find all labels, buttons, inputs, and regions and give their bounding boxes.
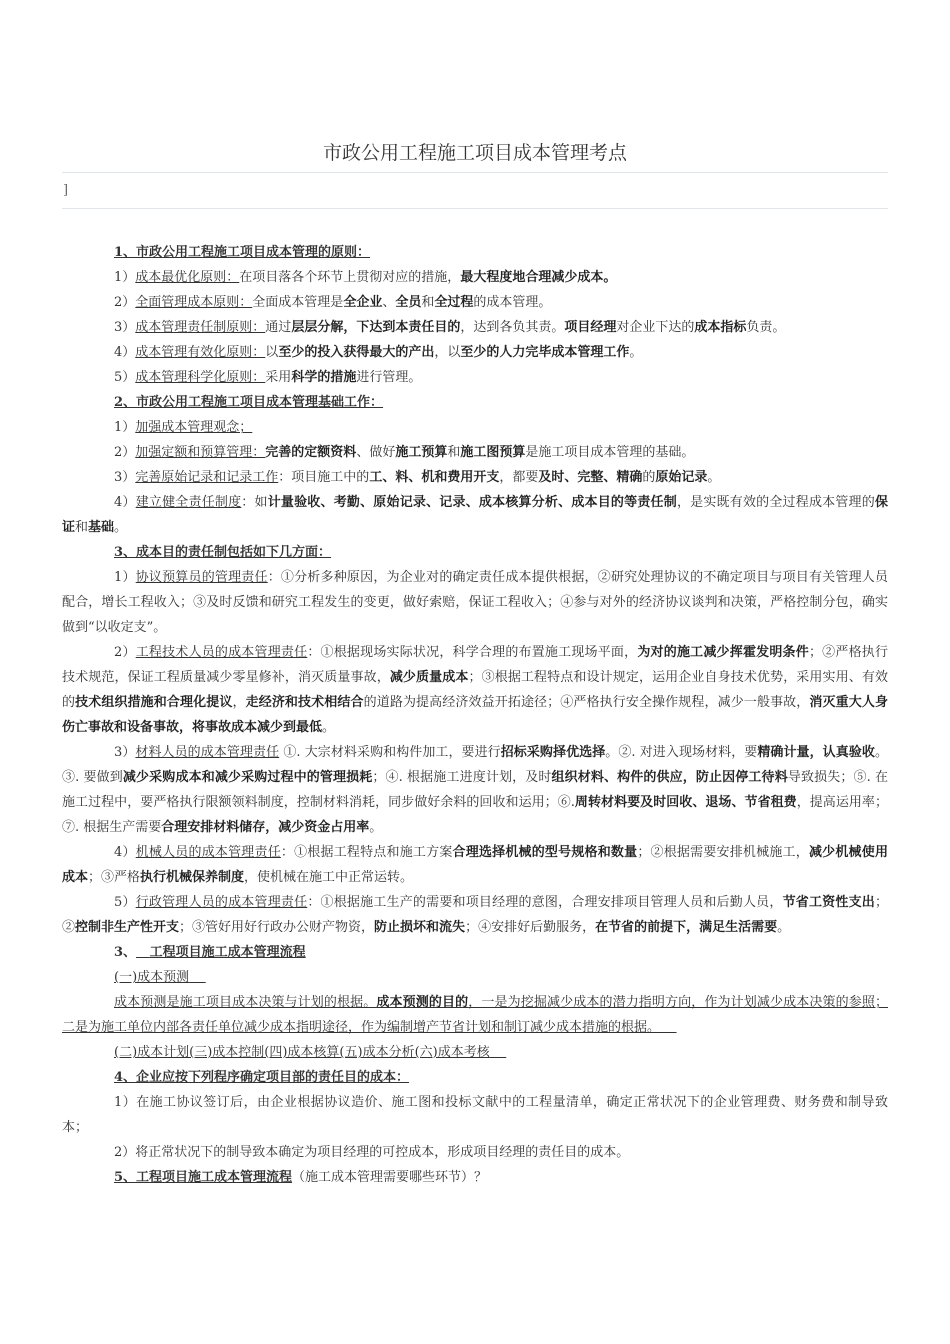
page-title: 市政公用工程施工项目成本管理考点 (322, 142, 627, 164)
section-heading-target-cost: 4、企业应按下列程序确定项目部的责任目的成本： (114, 1070, 410, 1085)
basic-work-item-3: 3）完善原始记录和记录工作：项目施工中的工、料、机和费用开支，都要及时、完整、精确的原始记录。 (114, 470, 721, 485)
process-sub-forecast: (一)成本预测 (114, 970, 190, 985)
section-heading-flow: 5、工程项目施工成本管理流程（施工成本管理需要哪些环节）？ (114, 1170, 488, 1185)
responsibility-item-3: 3）材料人员的成本管理责任 ①. 大宗材料采购和构件加工，要进行招标采购择优选择。②. 对进入现场材料，要精确计量，认真验收。③. 要做到减少采购成本和减少采购过程中的管理损耗；④. 根据施工进度计划，及时组织材料、构件的供应，防止因停工待料导致损失；⑤. 在施工过程中，要严格执行限额领料制度，控制材料消耗，同步做好余料的回收和运用；⑥.周转材料要及时回收、退场、节省租费，提高运用率；⑦. 根据生产需要合理安排材料储存，减少资金占用率。 (62, 745, 889, 835)
divider-top (62, 172, 888, 173)
section-heading-principles: 1、市政公用工程施工项目成本管理的原则： (114, 245, 371, 260)
basic-work-item-1: 1）加强成本管理观念； (114, 420, 253, 435)
target-cost-item-2: 2）将正常状况下的制导致本确定为项目经理的可控成本，形成项目经理的责任目的成本。 (114, 1145, 630, 1160)
section-heading-basic-work: 2、市政公用工程施工项目成本管理基础工作： (114, 395, 384, 410)
principle-item-3: 3）成本管理责任制原则：通过层层分解，下达到本责任目的，达到各负其责。项目经理对企业下达的成本指标负责。 (114, 320, 786, 335)
principle-item-1: 1）成本最优化原则：在项目落各个环节上贯彻对应的措施，最大程度地合理减少成本。 (114, 270, 617, 285)
article-body (62, 240, 888, 1190)
section-heading-process: 3、 工程项目施工成本管理流程 (114, 945, 306, 960)
target-cost-item-1: 1）在施工协议签订后，由企业根据协议造价、施工图和投标文献中的工程量清单，确定正常状况下的企业管理费、财务费和制导致本； (62, 1095, 888, 1135)
basic-work-item-2: 2）加强定额和预算管理：完善的定额资料、做好施工预算和施工图预算是施工项目成本管理的基础。 (114, 445, 695, 460)
principle-item-2: 2）全面管理成本原则：全面成本管理是全企业、全员和全过程的成本管理。 (114, 295, 552, 310)
principle-item-5: 5）成本管理科学化原则：采用科学的措施进行管理。 (114, 370, 422, 385)
basic-work-item-4: 4）建立健全责任制度：如计量验收、考勤、原始记录、记录、成本核算分析、成本目的等责任制，是实既有效的全过程成本管理的保证和基础。 (62, 495, 888, 535)
divider-bottom (62, 208, 888, 209)
section-heading-responsibility: 3、成本目的责任制包括如下几方面： (114, 545, 332, 560)
responsibility-item-4: 4）机械人员的成本管理责任：①根据工程特点和施工方案合理选择机械的型号规格和数量；②根据需要安排机械施工，减少机械使用成本；③严格执行机械保养制度，使机械在施工中正常运转。 (62, 845, 888, 885)
principle-item-4: 4）成本管理有效化原则：以至少的投入获得最大的产出，以至少的人力完毕成本管理工作。 (114, 345, 643, 360)
responsibility-item-1: 1）协议预算员的管理责任：①分析多种原因，为企业对的确定责任成本提供根据，②研究处理协议的不确定项目与项目有关管理人员配合，增长工程收入；③及时反馈和研究工程发生的变更，做好索赔，保证工程收入；④参与对外的经济协议谈判和决策，严格控制分包，确实做到“以收定支”。 (62, 570, 888, 635)
responsibility-item-5: 5）行政管理人员的成本管理责任：①根据施工生产的需要和项目经理的意图，合理安排项目管理人员和后勤人员，节省工资性支出；②控制非生产性开支；③管好用好行政办公财产物资，防止损坏和流失；④安排好后勤服务，在节省的前提下，满足生活需要。 (62, 895, 888, 935)
process-sub-steps: (二)成本计划(三)成本控制(四)成本核算(五)成本分析(六)成本考核 (114, 1045, 490, 1060)
responsibility-item-2: 2）工程技术人员的成本管理责任：①根据现场实际状况，科学合理的布置施工现场平面，为对的施工减少挥霍发明条件；②严格执行技术规范，保证工程质量减少零星修补，消灭质量事故，减少质量成本；③根据工程特点和设计规定，运用企业自身技术优势，采用实用、有效的技术组织措施和合理化提议，走经济和技术相结合的道路为提高经济效益开拓途径；④严格执行安全操作规程，减少一般事故，消灭重大人身伤亡事故和设备事故，将事故成本减少到最低。 (62, 645, 888, 735)
bracket-mark: ] (63, 183, 69, 198)
process-forecast-paragraph: 成本预测是施工项目成本决策与计划的根据。成本预测的目的，一是为挖掘减少成本的潜力指明方向，作为计划减少成本决策的参照；二是为施工单位内部各责任单位减少成本指明途径，作为编制增产节省计划和制订减少成本措施的根据。 (62, 995, 888, 1035)
